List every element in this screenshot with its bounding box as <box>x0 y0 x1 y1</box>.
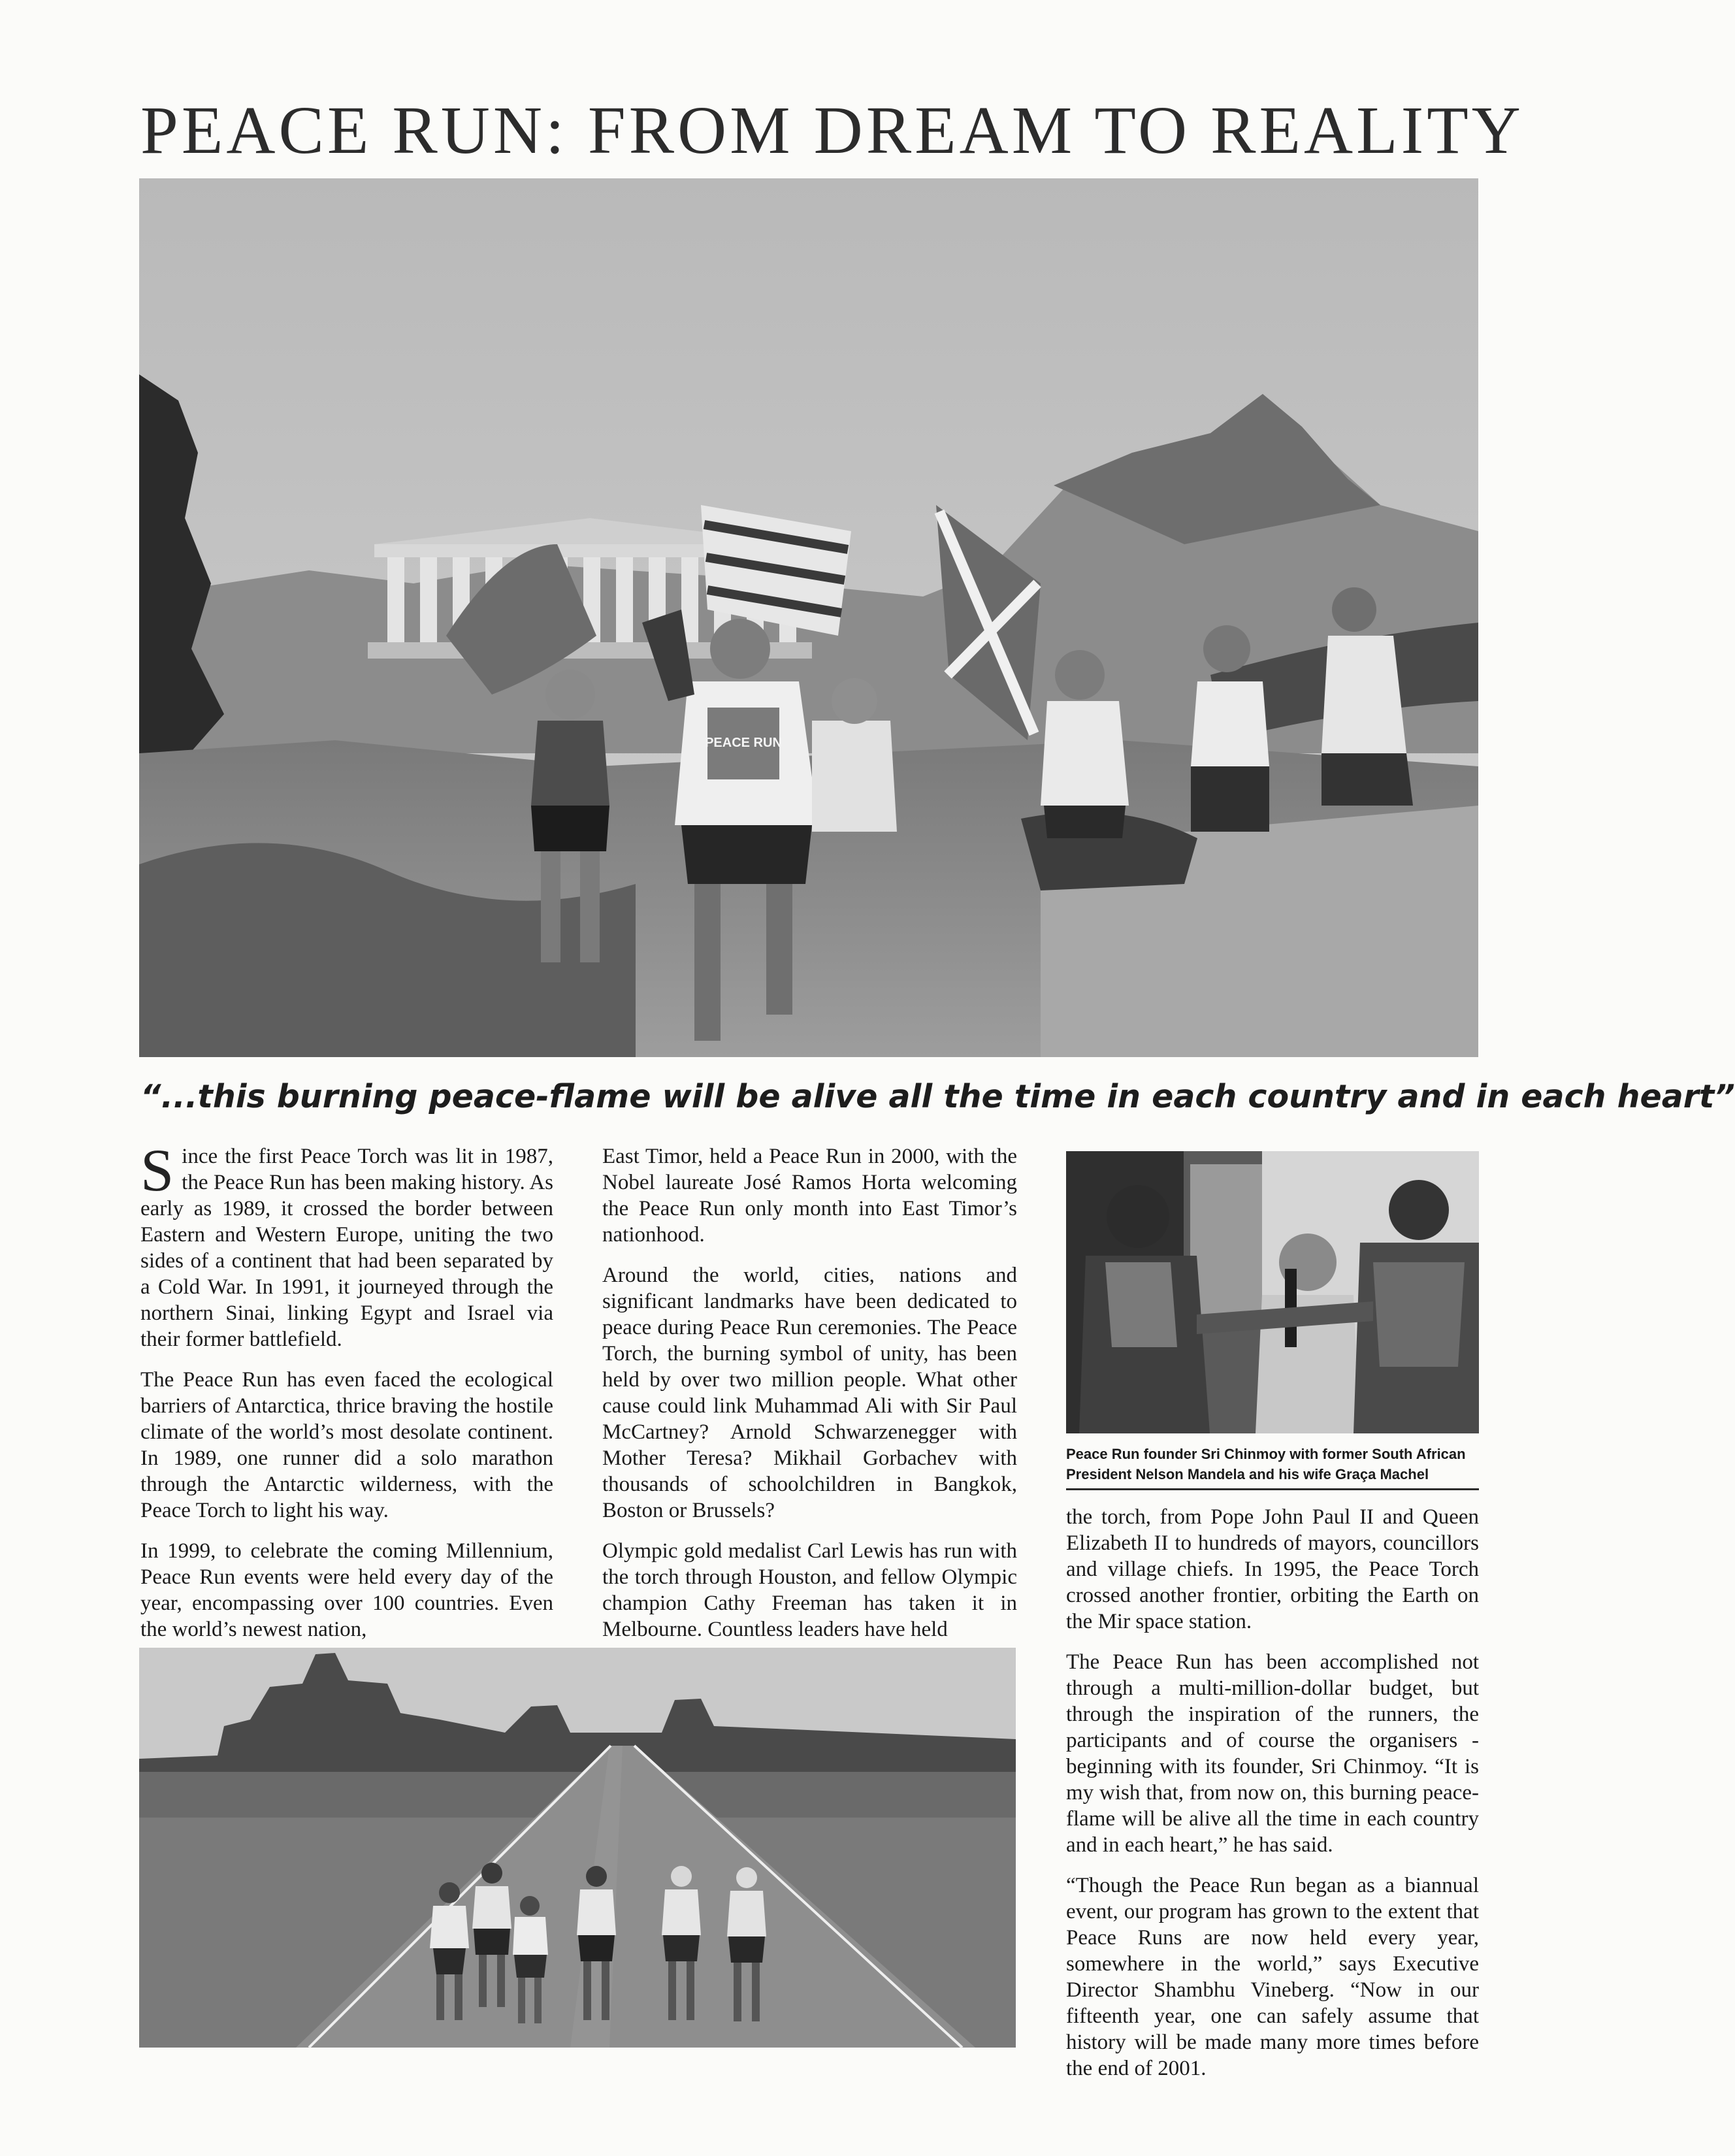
paragraph: the torch, from Pope John Paul II and Queen Elizabeth II to hundreds of mayors, councillors and village chiefs. In 1995, the Peace Torch crossed another frontier, orbiting the Earth on the Mir space station. <box>1066 1505 1479 1633</box>
pull-quote: “...this burning peace-flame will be alive all the time in each country and in each heart” <box>140 1078 1735 1115</box>
paragraph <box>140 1137 553 1352</box>
tshirt-print: PEACE RUN <box>705 736 782 750</box>
paragraph: The Peace Run has even faced the ecological barriers of Antarctica, thrice braving the hostile climate of the world’s most desolate continent. In 1989, one runner did a solo marathon through the Antarctic wilderness, with the Peace Torch to light his way. <box>140 1368 553 1522</box>
paragraph: Olympic gold medalist Carl Lewis has run with the torch through Houston, and fellow Olympic champion Cathy Freeman has taken it in Melbourne. Countless leaders have held <box>602 1539 1017 1641</box>
drop-cap: S <box>140 1137 174 1203</box>
paragraph-text: ince the first Peace Torch was lit in 1987, the Peace Run has been making history. As early as 1989, it crossed the border between Eastern and Western Europe, uniting the two sides of a continent that had been separated by a Cold War. In 1991, it journeyed through the northern Sinai, linking Egypt and Israel via their former battlefield. <box>140 1145 553 1351</box>
mandela-portrait-photo <box>1066 1151 1479 1433</box>
monument-valley-road-photo <box>139 1648 1016 2048</box>
portrait-photo-graphic <box>1066 1151 1479 1433</box>
paragraph: Around the world, cities, nations and significant landmarks have been dedicated to peace during Peace Run ceremonies. The Peace Torch, the burning symbol of unity, has been held by over two million people. What other cause could link Muhammad Ali with Sir Paul McCartney? Arnold Schwarzenegger with Mother Teresa? Mikhail Gorbachev with thousands of schoolchildren in Bangkok, Boston or Brussels? <box>602 1264 1017 1522</box>
acropolis-photo-graphic <box>139 178 1478 1057</box>
paragraph: In 1999, to celebrate the coming Millennium, Peace Run events were held every day of the year, encompassing over 100 countries. Even the world’s newest nation, <box>140 1539 553 1641</box>
road-photo-graphic <box>139 1648 1016 2048</box>
article-column-3 <box>1066 1504 1479 2096</box>
paragraph: The Peace Run has been accomplished not through a multi-million-dollar budget, but through the inspiration of the runners, the participants and of course the organisers - beginning with its founder, Sri Chinmoy. “It is my wish that, from now on, this burning peace-flame will be alive all the time in each country and in each heart,” he has said. <box>1066 1650 1479 1857</box>
acropolis-runners-photo <box>139 178 1478 1057</box>
page-title: PEACE RUN: FROM DREAM TO REALITY <box>140 93 1524 168</box>
article-column-2 <box>602 1143 1017 1657</box>
photo-caption: Peace Run founder Sri Chinmoy with former South African President Nelson Mandela and his wife Graça Machel <box>1066 1444 1479 1490</box>
paragraph: “Though the Peace Run began as a biannual event, our program has grown to the extent that Peace Runs are now held every year, somewhere in the world,” says Executive Director Shambhu Vineberg. “Now in our fifteenth year, one can safely assume that history will be made many more times before the end of 2001. <box>1066 1874 1479 2080</box>
paragraph: East Timor, held a Peace Run in 2000, with the Nobel laureate José Ramos Horta welcoming the Peace Run only month into East Timor’s nationhood. <box>602 1145 1017 1247</box>
article-column-1 <box>140 1137 553 1657</box>
